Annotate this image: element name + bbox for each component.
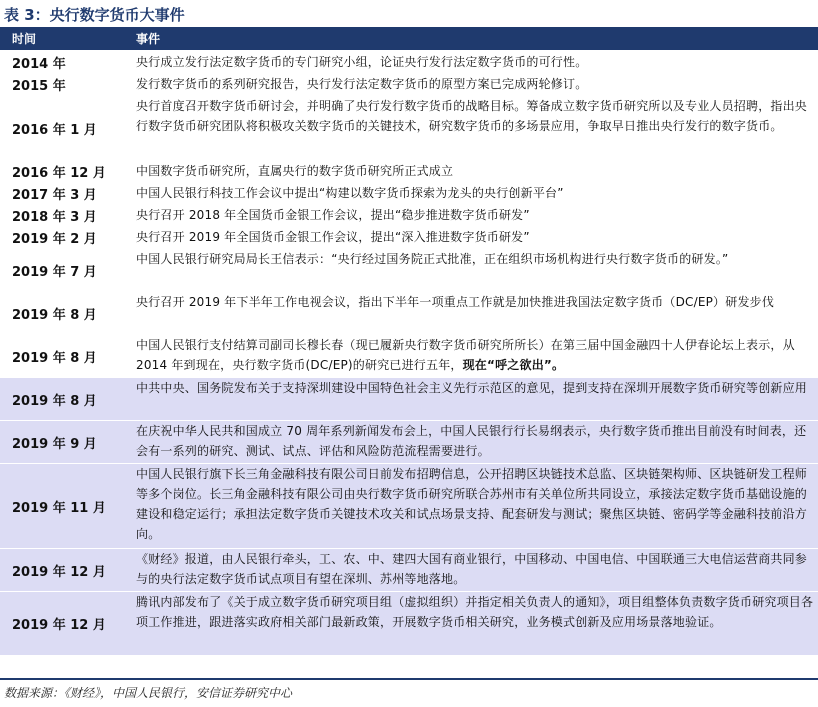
table-title: 表 3：央行数字货币大事件: [4, 6, 185, 24]
row-event: 央行召开 2018 年全国货币金银工作会议，提出“稳步推进数字货币研发”: [136, 208, 530, 222]
row-date: 2016 年 12 月: [12, 166, 106, 181]
row-event: 中共中央、国务院发布关于支持深圳建设中国特色社会主义先行示范区的意见，提到支持在深圳开展数字货币研究等创新应用: [136, 381, 808, 395]
table-row: [0, 183, 818, 205]
row-date: 2016 年 1 月: [12, 122, 97, 138]
row-event: 《财经》报道，由人民银行牵头，工、农、中、建四大国有商业银行，中国移动、中国电信、中国联通三大电信运营商共同参与的央行法定数字货币试点项目有望在深圳、苏州等地落地。: [136, 552, 808, 586]
table-row: [0, 161, 818, 183]
table-row: [0, 549, 818, 592]
table-bottom-rule: [0, 678, 818, 680]
row-date: 2019 年 12 月: [12, 564, 106, 580]
table-row: [0, 592, 818, 656]
row-date: 2018 年 3 月: [12, 210, 97, 225]
row-date: 2019 年 11 月: [12, 500, 106, 516]
table-body: [0, 52, 818, 656]
row-event: 发行数字货币的系列研究报告，央行发行法定数字货币的原型方案已完成两轮修订。: [136, 77, 588, 91]
row-date: 2019 年 12 月: [12, 618, 106, 633]
row-event: 央行成立发行法定数字货币的专门研究小组，论证央行发行法定数字货币的可行性。: [136, 55, 588, 69]
row-date: 2019 年 8 月: [12, 350, 97, 366]
table-row: [0, 74, 818, 96]
table-header: [0, 29, 818, 50]
row-event-text: 中国人民银行支付结算司副司长穆长春（现已履新央行数字货币研究所所长）在第三届中国金融四十人伊春论坛上表示，从 2014 年到现在，央行数字货币(DC/EP)的研究已进行五年，: [136, 338, 795, 372]
row-event: 中国人民银行旗下长三角金融科技有限公司日前发布招聘信息，公开招聘区块链技术总监、区块链架构师、区块链研发工程师等多个岗位。长三角金融科技有限公司由央行数字货币研究所联合苏州市有关单位所共同设立，承接法定数字货币基础设施的建设和稳定运行；承担法定数字货币关键技术攻关和试点场景支持、配套研发与测试；聚焦区块链、密码学等金融科技前沿方向。: [136, 467, 808, 541]
header-event: 事件: [136, 32, 161, 46]
row-date: 2019 年 8 月: [12, 393, 97, 409]
row-event: 央行召开 2019 年全国货币金银工作会议，提出“深入推进数字货币研发”: [136, 230, 530, 244]
row-event: [136, 335, 814, 375]
row-date: 2017 年 3 月: [12, 188, 97, 203]
header-time: 时间: [12, 32, 37, 46]
row-event: 中国人民银行研究局局长王信表示：“央行经过国务院正式批准，正在组织市场机构进行央行数字货币的研发。”: [136, 252, 729, 266]
table-row: [0, 464, 818, 549]
row-date: 2014 年: [12, 57, 66, 72]
row-date: 2019 年 8 月: [12, 307, 97, 323]
table-row: [0, 52, 818, 74]
table-row: [0, 249, 818, 292]
table-row: [0, 421, 818, 464]
table-row: [0, 335, 818, 378]
row-event: 在庆祝中华人民共和国成立 70 周年系列新闻发布会上，中国人民银行行长易纲表示，央行数字货币推出目前没有时间表，还会有一系列的研究、测试、试点、评估和风险防范流程需要进行。: [136, 424, 807, 458]
table-row: [0, 205, 818, 227]
row-date: 2015 年: [12, 79, 66, 94]
data-source-note: 数据来源：《财经》，中国人民银行，安信证券研究中心: [4, 686, 293, 700]
table-row: [0, 96, 818, 161]
row-event-emphasis: 现在“呼之欲出”。: [462, 358, 565, 372]
row-event: 央行召开 2019 年下半年工作电视会议，指出下半年一项重点工作就是加快推进我国法定数字货币（DC/EP）研发步伐: [136, 295, 775, 309]
row-event: 中国数字货币研究所，直属央行的数字货币研究所正式成立: [136, 164, 454, 178]
row-date: 2019 年 2 月: [12, 232, 97, 247]
row-event: 央行首度召开数字货币研讨会，并明确了央行发行数字货币的战略目标。筹备成立数字货币研究所以及专业人员招聘，指出央行数字货币研究团队将积极攻关数字货币的关键技术，研究数字货币的多场景应用，争取早日推出央行发行的数字货币。: [136, 99, 808, 133]
row-event: 中国人民银行科技工作会议中提出“构建以数字货币探索为龙头的央行创新平台”: [136, 186, 564, 200]
table-row: [0, 378, 818, 421]
row-date: 2019 年 9 月: [12, 436, 97, 452]
table-row: [0, 227, 818, 249]
row-event: 腾讯内部发布了《关于成立数字货币研究项目组（虚拟组织）并指定相关负责人的通知》，项目组整体负责数字货币研究项目各项工作推进，跟进落实政府相关部门最新政策，开展数字货币相关研究，业务模式创新及应用场景落地验证。: [136, 595, 814, 629]
table-row: [0, 292, 818, 335]
row-date: 2019 年 7 月: [12, 264, 97, 280]
